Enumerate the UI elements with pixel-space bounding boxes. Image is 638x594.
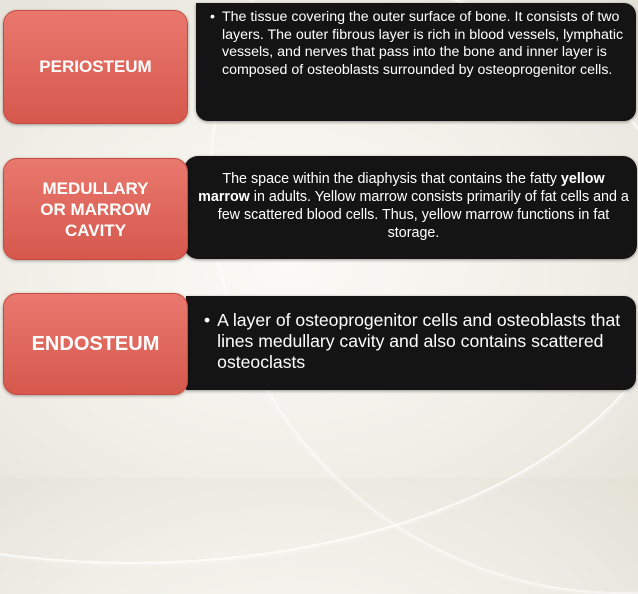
endosteum-description <box>186 296 636 390</box>
medullary-label-line: CAVITY <box>64 220 127 240</box>
medullary-description-text-cont: in adults. Yellow marrow consists primarily of fat cells and a few scattered blood cells. Thus, yellow marrow functions in fat storage. <box>217 189 629 241</box>
endosteum-label-text: ENDOSTEUM <box>31 332 160 355</box>
medullary-description-text: The space within the diaphysis that contains the fatty <box>222 171 561 187</box>
periosteum-label-text: PERIOSTEUM <box>39 57 152 76</box>
endosteum-label <box>3 293 188 395</box>
medullary-cavity-label <box>3 158 188 260</box>
medullary-label-line: MEDULLARY <box>42 178 149 198</box>
periosteum-description-text: The tissue covering the outer surface of bone. It consists of two layers. The outer fibrous layer is rich in blood vessels, lymphatic vessels, and nerves that pass into the bone and inner layer is composed of osteoblasts surrounded by osteoprogenitor cells. <box>221 9 624 78</box>
endosteum-description-text: A layer of osteoprogenitor cells and osteoblasts that lines medullary cavity and also contains scattered osteoclasts <box>217 310 621 372</box>
medullary-label-line: OR MARROW <box>40 199 151 219</box>
medullary-cavity-description <box>184 156 637 259</box>
bullet-icon: • <box>210 9 215 25</box>
bullet-icon: • <box>204 310 211 330</box>
yellow-marrow-term: yellow marrow <box>198 171 605 205</box>
periosteum-label <box>3 10 188 124</box>
periosteum-description <box>196 3 636 121</box>
